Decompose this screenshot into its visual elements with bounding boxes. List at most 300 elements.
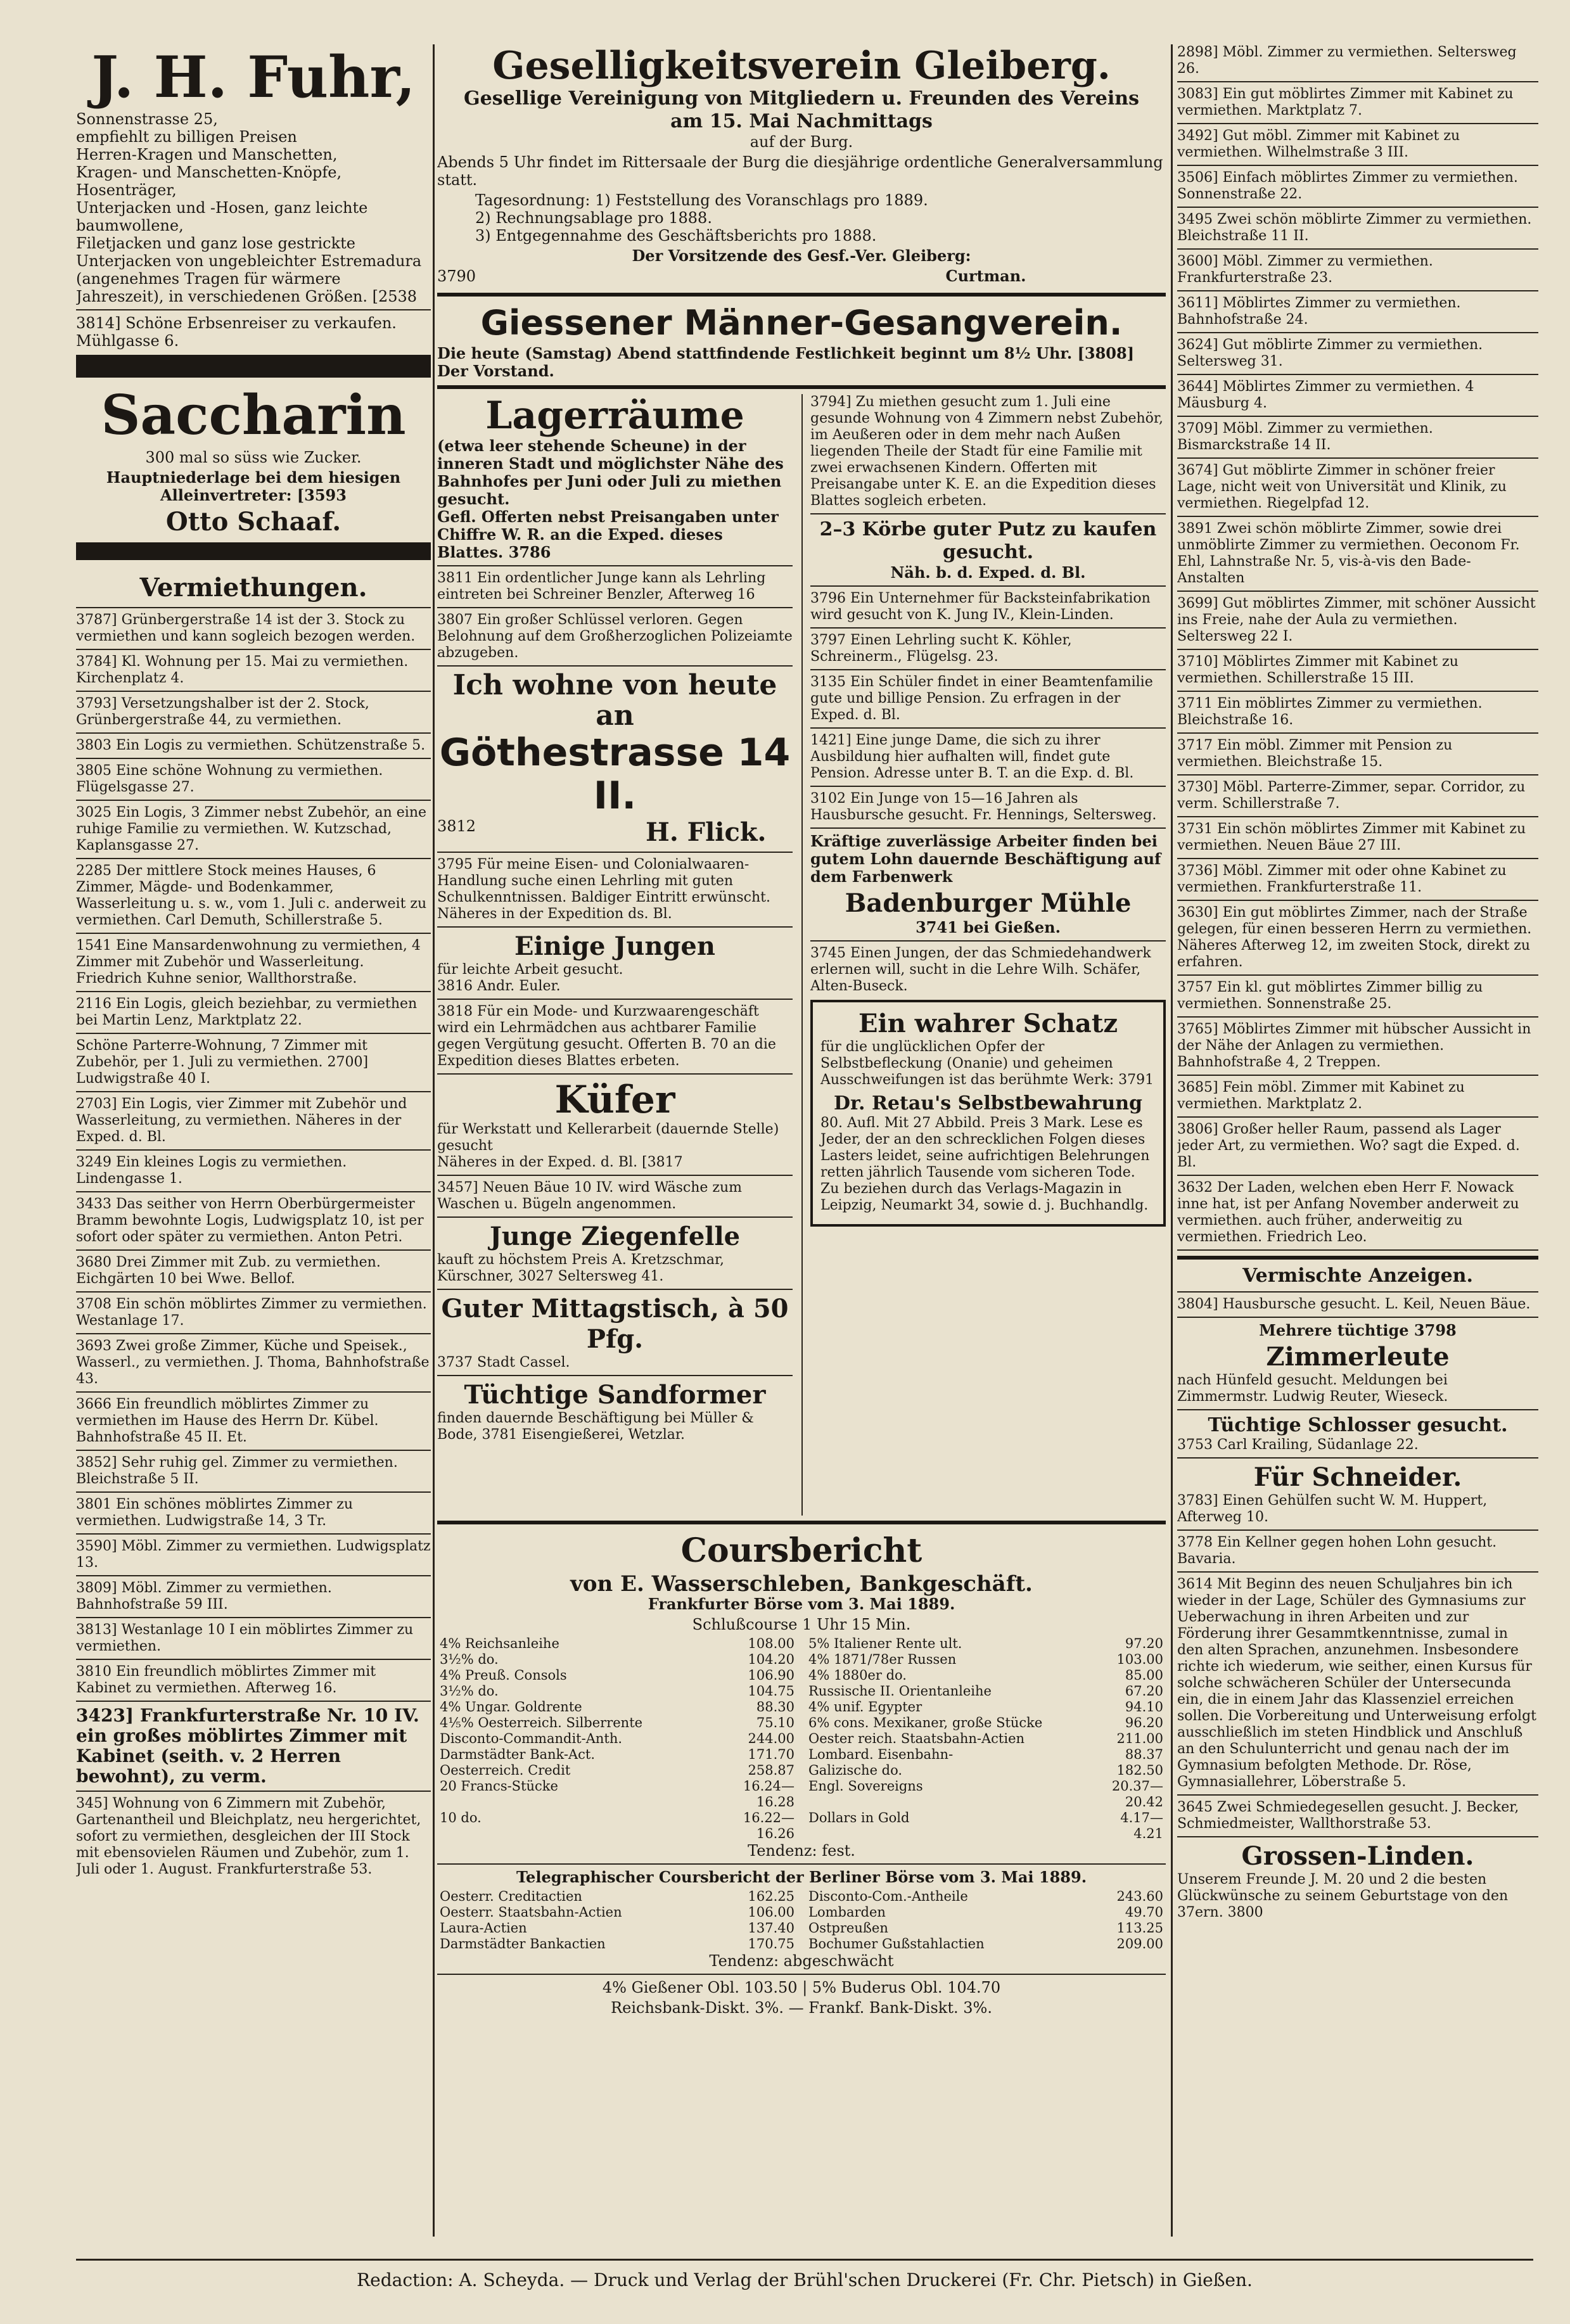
maenner-body: Die heute (Samstag) Abend stattfindende Festlichkeit beginnt um 8½ Uhr. [3808] Der Vorstand. [437,344,1135,380]
jungen-title: Einige Jungen [514,931,715,961]
flick-number: 3812 [437,817,476,835]
classified-ad: 3433 Das seither von Herrn Oberbürgermeister Bramm bewohnte Logis, Ludwigsplatz 10, ist per sofort oder später zu vermiethen. Anton Petri. [76,1196,424,1245]
kurs-price: 85.00 [1125,1668,1163,1683]
divider [76,309,431,310]
kurs-price: 104.75 [748,1683,795,1699]
divider [1177,457,1538,459]
divider [810,727,1166,729]
kurs-title: Coursbericht [680,1531,922,1570]
dame-ad: 1421] Eine junge Dame, die sich zu ihrer Ausbildung hier aufhalten will, findet gute Pension. Adresse unter B. T. an die Exp. d. Bl. [810,732,1134,781]
linden-title: Grossen-Linden. [1241,1841,1474,1871]
vermischte-heading: Vermischte Anzeigen. [1242,1265,1473,1287]
kurs-row [806,1920,1166,1936]
divider [76,933,431,934]
jungen-body: für leichte Arbeit gesucht. 3816 Andr. Euler. [437,962,623,994]
rental-ads-list [76,612,431,1702]
classified-ad: 3600] Möbl. Zimmer zu vermiethen. Frankfurterstraße 23. [1177,253,1433,286]
classified-ad: 3624] Gut möblirte Zimmer zu vermiethen. Seltersweg 31. [1177,337,1483,369]
kurs-row [437,1699,797,1715]
schatz-box [810,1000,1166,1227]
divider [437,1073,793,1075]
ziegen-body: kauft zu höchstem Preis A. Kretzschmar, Kürschner, 3027 Seltersweg 41. [437,1252,725,1284]
divider [437,565,793,566]
divider [1177,374,1538,375]
classified-ad: 3590] Möbl. Zimmer zu vermiethen. Ludwigsplatz 13. [76,1538,431,1571]
divider [437,926,793,928]
classified-ad: 2116 Ein Logis, gleich beziehbar, zu vermiethen bei Martin Lenz, Marktplatz 22. [76,996,418,1028]
kurs-row [437,1731,797,1747]
kurs-security: 4% Preuß. Consols [440,1668,567,1683]
flick-name: H. Flick. [646,817,767,847]
gymnasium-ad: 3614 Mit Beginn des neuen Schuljahres bin ich wieder in der Lage, Schüler des Gymnasiums zur Ueberwachung in ihren Arbeiten und zur Förderung ihrer Gesammtkenntnisse, zumal in den alten Sprachen, anzunehmen. Insbesondere richte ich wiederum, wie seither, einen Kursus für solche schwächeren Schüler der Untersecunda ein, die in einem Jahr das Klassenziel erreichen sollen. Die Vorbereitung und Unterweisung erfolgt ausschließlich im steten Hindblick und Anschluß an den Schulunterricht und genau nach der im Gymnasium befolgten Methode. Dr. Röse, Gymnasiallehrer, Löberstraße 5. [1177,1576,1537,1790]
kurs-price: 171.70 [748,1747,795,1762]
erbsen-ad: 3814] Schöne Erbsenreiser zu verkaufen. Mühlgasse 6. [76,314,397,350]
column-left [76,44,431,2237]
classified-ad: Schöne Parterre-Wohnung, 7 Zimmer mit Zubehör, per 1. Juli zu vermiethen. 2700] Ludwigstraße 40 I. [76,1038,369,1087]
divider [76,1533,431,1535]
divider [1177,1836,1538,1837]
kurs-price: 137.40 [748,1920,795,1936]
wohnung-ad: 345] Wohnung von 6 Zimmern mit Zubehör, Gartenantheil und Bleichplatz, neu hergerichtet, sofort zu vermiethen, desgleichen der III Stock mit ebensovielen Räumen und Zubehör, zum 1. Juli oder 1. August. Frankfurterstraße 53. [76,1796,421,1877]
kuefer-title: Küfer [554,1078,675,1122]
classified-ad: 3801 Ein schönes möblirtes Zimmer zu vermiethen. Ludwigstraße 14, 3 Tr. [76,1497,353,1529]
kurs-footer-1: 4% Gießener Obl. 103.50 | 5% Buderus Obl. 104.70 [602,1979,1001,1996]
kurs-price: 113.25 [1116,1920,1163,1936]
wohnung-gesucht-ad: 3794] Zu miethen gesucht zum 1. Juli eine gesunde Wohnung von 4 Zimmern nebst Zubehör, im Aeußeren oder in dem mehr nach Außen liegenden Theile der Stadt für eine Familie mit zwei erwachsenen Kindern. Offerten mit Preisangabe unter K. E. an die Expedition dieses Blattes sogleich erbeten. [810,394,1163,509]
schlosser-title: Tüchtige Schlosser gesucht. [1208,1414,1508,1436]
saccharin-subtitle: 300 mal so süss wie Zucker. [145,449,362,466]
pension-ad: 3135 Ein Schüler findet in einer Beamtenfamilie gute und billige Pension. Zu erfragen in der Exped. d. Bl. [810,674,1153,723]
divider [76,691,431,692]
flick-pretitle: Ich wohne von heute an [452,669,777,732]
kurs-security: Oester reich. Staatsbahn-Actien [808,1731,1025,1746]
kurs-security: 4% Reichsanleihe [440,1636,559,1651]
column-right [1177,44,1538,2237]
kurs-row [806,1747,1166,1763]
berlin-title: Telegraphischer Coursbericht der Berliner Börse vom 3. Mai 1889. [516,1868,1087,1886]
kurs-price: 182.50 [1116,1763,1163,1778]
lehrling-ad: 3811 Ein ordentlicher Junge kann als Lehrling eintreten bei Schreiner Benzler, Afterweg 16 [437,570,766,603]
middle-right-subcolumn [801,394,1166,1516]
kurs-price: 209.00 [1116,1936,1163,1951]
zimmer-pretitle: Mehrere tüchtige 3798 [1259,1321,1457,1339]
kurs-price: 244.00 [748,1731,795,1746]
divider [810,786,1166,787]
schatz-body: für die unglücklichen Opfer der Selbstbefleckung (Onanie) und geheimen Ausschweifungen ist das berühmte Werk: 3791 [820,1039,1154,1088]
kurs-row [437,1652,797,1668]
schmiede-ad: 3645 Zwei Schmiedegesellen gesucht. J. Becker, Schmiedmeister, Wallthorstraße 53. [1177,1799,1519,1832]
classified-ad: 3680 Drei Zimmer mit Zub. zu vermiethen. Eichgärten 10 bei Wwe. Bellof. [76,1255,381,1287]
sand-title: Tüchtige Sandformer [464,1380,766,1410]
waesche-ad: 3457] Neuen Bäue 10 IV. wird Wäsche zum Waschen u. Bügeln angenommen. [437,1180,743,1212]
classified-ad: 3495 Zwei schön möblirte Zimmer zu vermiethen. Bleichstraße 11 II. [1177,212,1532,244]
classified-ad: 3685] Fein möbl. Zimmer mit Kabinet zu vermiethen. Marktplatz 2. [1177,1080,1465,1112]
kurs-subtitle: von E. Wasserschleben, Bankgeschäft. [570,1571,1033,1597]
frankfurter-ad: 3423] Frankfurterstraße Nr. 10 IV. ein großes möblirtes Zimmer mit Kabinet (seith. v. 2 Herren bewohnt), zu verm. [76,1705,419,1787]
lager-body: (etwa leer stehende Scheune) in der inneren Stadt und möglichster Nähe des Bahnhofes per Juni oder Juli zu miethen gesucht. Gefl. Offerten nebst Preisangaben unter Chiffre W. R. an die Exped. dieses Blattes. 3786 [437,437,784,561]
classified-ad: 3025 Ein Logis, 3 Zimmer nebst Zubehör, an eine ruhige Familie zu vermiethen. W. Kutzschad, Kaplansgasse 27. [76,805,427,853]
classified-ad: 3803 Ein Logis zu vermiethen. Schützenstraße 5. [76,737,426,753]
kurs-row [437,1683,797,1699]
divider [76,1033,431,1034]
classified-ad: 3249 Ein kleines Logis zu vermiethen. Lindengasse 1. [76,1154,347,1187]
classified-ad: 3630] Ein gut möblirtes Zimmer, nach der Straße gelegen, für einen besseren Herrn zu vermiethen. Näheres Afterweg 12, im zweiten Stock, direkt zu erfahren. [1177,905,1532,970]
berlin-table-right [806,1889,1166,1952]
berlin-tendenz: Tendenz: abgeschwächt [709,1952,894,1970]
kurs-price: 162.25 [748,1889,795,1904]
divider [437,1521,1166,1524]
column-rule [1171,44,1173,2237]
kurs-row [437,1747,797,1763]
column-rule [433,44,435,2237]
kurs-price: 170.75 [748,1936,795,1951]
divider [437,1375,793,1376]
gleiberg-name: Curtman. [945,267,1026,285]
schneider-title: Für Schneider. [1253,1462,1462,1492]
divider [810,585,1166,587]
divider [76,1191,431,1192]
divider [437,1289,793,1290]
kurs-footer-2: Reichsbank-Diskt. 3%. — Frankf. Bank-Diskt. 3%. [611,1999,992,2017]
divider [1177,123,1538,124]
classified-ad: 3710] Möblirtes Zimmer mit Kabinet zu vermiethen. Schillerstraße 15 III. [1177,654,1458,686]
divider [437,1216,793,1218]
divider [76,1333,431,1334]
divider [1177,1317,1538,1318]
classified-ad: 3757 Ein kl. gut möblirtes Zimmer billig zu vermiethen. Sonnenstraße 25. [1177,980,1483,1012]
divider [76,1291,431,1293]
mode-ad: 3818 Für ein Mode- und Kurzwaarengeschäft wird ein Lehrmädchen aus achtbarer Familie gegen Vergütung gesucht. Offerten B. 70 an die Expedition dieses Blattes erbeten. [437,1004,776,1069]
kurs-row [437,1763,797,1778]
divider [76,758,431,759]
classified-ad: 3644] Möblirtes Zimmer zu vermiethen. 4 Mäusburg 4. [1177,379,1474,411]
divider [1177,732,1538,734]
linden-body: Unserem Freunde J. M. 20 und 2 die besten Glückwünsche zu seinem Geburtstage von den 37ern. 3800 [1177,1872,1509,1920]
kurs-row [437,1668,797,1683]
divider [1177,1291,1538,1293]
kurs-price: 4.17—4.21 [1120,1810,1163,1841]
divider [1177,1116,1538,1118]
divider [76,649,431,650]
divider [1177,816,1538,817]
saccharin-body: Hauptniederlage bei dem hiesigen Alleinvertreter: [3593 [106,468,401,504]
classified-ad: 3506] Einfach möblirtes Zimmer zu vermiethen. Sonnenstraße 22. [1177,170,1518,202]
kurs-price: 20.37—20.42 [1111,1778,1163,1810]
divider [810,827,1166,829]
divider [1177,858,1538,859]
kurs-price: 97.20 [1125,1636,1163,1651]
classified-ad: 3699] Gut möblirtes Zimmer, mit schöner Aussicht ins Freie, nahe der Aula zu vermiethen. Seltersweg 22 I. [1177,596,1536,644]
divider [1177,1409,1538,1410]
classified-ad: 3708 Ein schön möblirtes Zimmer zu vermiethen. Westanlage 17. [76,1296,427,1329]
black-bar [76,542,431,560]
saccharin-vendor: Otto Schaaf. [165,507,341,537]
classified-ad: 3809] Möbl. Zimmer zu vermiethen. Bahnhofstraße 59 III. [76,1580,332,1612]
kurs-security: Laura-Actien [440,1920,527,1936]
classified-ad: 3813] Westanlage 10 I ein möblirtes Zimmer zu vermiethen. [76,1622,414,1654]
kurs-row [806,1778,1166,1810]
divider [437,1175,793,1176]
divider [76,1659,431,1660]
classified-ad: 3731 Ein schön möblirtes Zimmer mit Kabinet zu vermiethen. Neuen Bäue 27 III. [1177,821,1526,853]
kurs-security: Darmstädter Bank-Act. [440,1747,596,1762]
divider [76,732,431,734]
classified-ad: 3611] Möblirtes Zimmer zu vermiethen. Bahnhofstraße 24. [1177,295,1461,328]
hausbursche-ad: 3804] Hausbursche gesucht. L. Keil, Neuen Bäue. [1177,1296,1531,1312]
kurs-price: 16.22—16.26 [743,1810,795,1841]
divider [76,1249,431,1251]
baden-body: Kräftige zuverlässige Arbeiter finden bei gutem Lohn dauernde Beschäftigung auf dem Farbenwerk [810,832,1161,886]
colonial-ad: 3795 Für meine Eisen- und Colonialwaaren-Handlung suche einen Lehrling mit guten Schulkenntnissen. Baldiger Eintritt erwünscht. Näheres in der Expedition ds. Bl. [437,857,770,922]
koehler-ad: 3797 Einen Lehrling sucht K. Köhler, Schreinerm., Flügelsg. 23. [810,632,1072,665]
divider [1177,207,1538,208]
kurs-table-left [437,1636,797,1842]
kuefer-body: für Werkstatt und Kellerarbeit (dauernde Stelle) gesucht Näheres in der Exped. d. Bl. [3817 [437,1121,779,1170]
kurs-row [437,1778,797,1810]
kurs-security: Dollars in Gold [808,1810,910,1825]
sand-body: finden dauernde Beschäftigung bei Müller & Bode, 3781 Eisengießerei, Wetzlar. [437,1410,754,1443]
gleiberg-body: Abends 5 Uhr findet im Rittersaale der Burg die diesjährige ordentliche Generalversammlung statt. [437,153,1163,189]
classified-ad: 3711 Ein möblirtes Zimmer zu vermiethen. Bleichstraße 16. [1177,696,1483,728]
kurs-row [437,1920,797,1936]
schneider-body: 3783] Einen Gehülfen sucht W. M. Huppert, Afterweg 10. [1177,1493,1488,1525]
divider [1177,1256,1538,1260]
divider [437,293,1166,297]
divider [1177,691,1538,692]
baden-foot: 3741 bei Gießen. [916,918,1061,936]
divider [1177,1457,1538,1459]
lager-title: Lagerräume [485,393,744,438]
divider [437,607,793,608]
kurs-row [806,1889,1166,1905]
kurs-security: Oesterr. Creditactien [440,1889,582,1904]
kurs-price: 96.20 [1125,1715,1163,1730]
classified-ad: 3805 Eine schöne Wohnung zu vermiethen. Flügelsgasse 27. [76,763,383,795]
hausbursche-ad: 3102 Ein Junge von 15—16 Jahren als Hausbursche gesucht. Fr. Hennings, Seltersweg. [810,791,1157,823]
kurs-row [437,1715,797,1731]
maenner-title: Giessener Männer-Gesangverein. [480,303,1123,343]
divider [1177,591,1538,592]
divider [810,513,1166,514]
schluessel-ad: 3807 Ein großer Schlüssel verloren. Gegen Belohnung auf dem Großherzoglichen Polizeiamte abzugeben. [437,612,793,661]
gleiberg-agenda: Tagesordnung: 1) Feststellung des Voranschlags pro 1889. 2) Rechnungsablage pro 1888. 3) Entgegennahme des Geschäftsberichts pro 1888. [475,191,928,245]
schmied-ad: 3745 Einen Jungen, der das Schmiedehandwerk erlernen will, sucht in die Lehre Wilh. Schäfer, Alten-Buseck. [810,945,1151,994]
kurs-row [806,1699,1166,1715]
kurs-price: 67.20 [1125,1683,1163,1699]
classified-ad: 2285 Der mittlere Stock meines Hauses, 6 Zimmer, Mägde- und Bodenkammer, Wasserleitung u. s. w., vom 1. Juli c. anderweit zu vermiethen. Carl Demuth, Schillerstraße 5. [76,863,427,928]
divider [1177,1529,1538,1531]
divider [437,852,793,853]
kurs-row [806,1715,1166,1731]
kurs-price: 258.87 [748,1763,795,1778]
schlosser-body: 3753 Carl Krailing, Südanlage 22. [1177,1437,1419,1453]
divider [437,385,1166,389]
kurs-price: 243.60 [1116,1889,1163,1904]
kurs-row [437,1905,797,1920]
kellner-ad: 3778 Ein Kellner gegen hohen Lohn gesucht. Bavaria. [1177,1535,1497,1567]
divider [1177,516,1538,517]
divider [76,1791,431,1792]
kurs-price: 211.00 [1116,1731,1163,1746]
gleiberg-sign: Der Vorsitzende des Gesf.-Ver. Gleiberg: [632,246,971,265]
divider [1177,1016,1538,1018]
kurs-row [806,1810,1166,1842]
classified-ad: 3083] Ein gut möblirtes Zimmer mit Kabinet zu vermiethen. Marktplatz 7. [1177,86,1514,118]
kurs-price: 104.20 [748,1652,795,1667]
kurs-row [806,1668,1166,1683]
divider [76,1091,431,1092]
koerbe-title: 2–3 Körbe guter Putz zu kaufen gesucht. [819,518,1157,563]
classified-ad: 3891 Zwei schön möblirte Zimmer, sowie drei unmöblirte Zimmer zu vermiethen. Oeconom Fr. Ehl, Lahnstraße Nr. 5, vis-à-vis den Bade-Anstalten [1177,521,1520,586]
kurs-security: 4% 1871/78er Russen [808,1652,957,1667]
classified-ad: 3810 Ein freundlich möblirtes Zimmer mit Kabinet zu vermiethen. Afterweg 16. [76,1664,376,1696]
classified-ad: 1541 Eine Mansardenwohnung zu vermiethen, 4 Zimmer mit Zubehör und Wasserleitung. Friedrich Kuhne senior, Wallthorstraße. [76,938,421,986]
classified-ad: 2898] Möbl. Zimmer zu vermiethen. Seltersweg 26. [1177,44,1517,77]
divider [1177,416,1538,417]
kurs-price: 49.70 [1125,1905,1163,1920]
kurs-security: Bochumer Gußstahlactien [808,1936,985,1951]
kurs-security: Galizische do. [808,1763,903,1778]
classified-ad: 3492] Gut möbl. Zimmer mit Kabinet zu vermiethen. Wilhelmstraße 3 III. [1177,128,1460,160]
kurs-security: Disconto-Com.-Antheile [808,1889,968,1904]
kurs-row [437,1936,797,1952]
classified-ad: 3674] Gut möblirte Zimmer in schöner freier Lage, nicht weit von Universität und Klinik, zu vermiethen. Riegelpfad 12. [1177,463,1507,511]
gleiberg-title: Geselligkeitsverein Gleiberg. [492,44,1111,88]
classified-ad: 3784] Kl. Wohnung per 15. Mai zu vermiethen. Kirchenplatz 4. [76,654,409,686]
divider [437,999,793,1000]
kurs-time: Schlußcourse 1 Uhr 15 Min. [692,1616,911,1633]
kurs-security: Engl. Sovereigns [808,1778,923,1794]
kurs-date: Frankfurter Börse vom 3. Mai 1889. [648,1595,955,1613]
divider [1177,332,1538,333]
koerbe-body: Näh. b. d. Exped. d. Bl. [890,563,1086,582]
divider [1177,165,1538,166]
zimmerleute-body: nach Hünfeld gesucht. Meldungen bei Zimmermstr. Ludwig Reuter, Wieseck. [1177,1372,1448,1405]
imprint-footer: Redaction: A. Scheyda. — Druck und Verlag der Brühl'schen Druckerei (Fr. Chr. Pietsch) in Gießen. [76,2259,1533,2290]
kurs-row [437,1810,797,1842]
classified-ad: 3730] Möbl. Parterre-Zimmer, separ. Corridor, zu verm. Schillerstraße 7. [1177,779,1526,812]
classified-ad: 3765] Möblirtes Zimmer mit hübscher Aussicht in der Nähe der Anlagen zu vermiethen. Bahnhofstraße 4, 2 Treppen. [1177,1021,1531,1070]
kurs-security: Lombarden [808,1905,886,1920]
schatz-book: Dr. Retau's Selbstbewahrung [833,1092,1143,1114]
classified-ad: 3693 Zwei große Zimmer, Küche und Speisek., Wasserl., zu vermiethen. J. Thoma, Bahnhofstraße 43. [76,1338,430,1387]
kurs-price: 16.24—16.28 [743,1778,795,1810]
fuhr-title: J. H. Fuhr, [91,44,416,111]
kurs-row [806,1683,1166,1699]
divider [437,665,793,667]
classified-ad: 3793] Versetzungshalber ist der 2. Stock, Grünbergerstraße 44, zu vermiethen. [76,696,369,728]
classified-ad: 3666 Ein freundlich möblirtes Zimmer zu vermiethen im Hause des Herrn Dr. Kübel. Bahnhofstraße 45 II. Et. [76,1396,379,1445]
flick-title: Göthestrasse 14 II. [439,731,791,818]
divider [76,1149,431,1151]
divider [76,1450,431,1451]
divider [1177,248,1538,250]
divider [76,1391,431,1393]
divider [1177,1794,1538,1796]
kurs-security: 4% 1880er do. [808,1668,907,1683]
classified-ad: 3709] Möbl. Zimmer zu vermiethen. Bismarckstraße 14 II. [1177,421,1433,453]
divider [76,991,431,992]
divider [1177,1075,1538,1076]
schatz-text: 80. Aufl. Mit 27 Abbild. Preis 3 Mark. Lese es Jeder, der an den schrecklichen Folgen dieses Lasters leidet, seine aufrichtigen Belehrungen retten jährlich Tausende vom sicheren Tode. Zu beziehen durch das Verlags-Magazin in Leipzig, Neumarkt 34, sowie d. j. Buchhandlg. [820,1115,1150,1213]
kurs-price: 106.00 [748,1905,795,1920]
vermiethungen-heading: Vermiethungen. [139,573,367,603]
kurs-security: Russische II. Orientanleihe [808,1683,992,1699]
kurs-security: Darmstädter Bankactien [440,1936,606,1951]
kurs-price: 94.10 [1125,1699,1163,1714]
gleiberg-place: auf der Burg. [750,133,853,151]
kurs-row [437,1889,797,1905]
divider [76,1617,431,1618]
black-bar [76,355,431,378]
kurs-price: 88.30 [756,1699,795,1714]
berlin-table-left [437,1889,797,1952]
kurs-security: 20 Francs-Stücke [440,1778,558,1794]
kurs-row [806,1652,1166,1668]
classified-ad: 3787] Grünbergerstraße 14 ist der 3. Stock zu vermiethen und kann sogleich bezogen werden. [76,612,416,644]
divider [810,940,1166,942]
kurs-security: Lombard. Eisenbahn- [808,1747,954,1762]
kurs-price: 106.90 [748,1668,795,1683]
kurs-security: Ostpreußen [808,1920,888,1936]
classified-ad: 3806] Großer heller Raum, passend als Lager jeder Art, zu vermiethen. Wo? sagt die Exped. d. Bl. [1177,1121,1520,1170]
zimmerleute-title: Zimmerleute [1266,1342,1450,1372]
kurs-price: 75.10 [756,1715,795,1730]
divider [810,669,1166,670]
kurs-row [806,1731,1166,1747]
column-middle [437,44,1166,2230]
kurs-security: 5% Italiener Rente ult. [808,1636,962,1651]
divider [76,858,431,859]
divider [810,627,1166,629]
gleiberg-number: 3790 [437,267,476,285]
classified-ad: 3736] Möbl. Zimmer mit oder ohne Kabinet zu vermiethen. Frankfurterstraße 11. [1177,863,1507,895]
kurs-security: 3½% do. [440,1683,499,1699]
kurs-row [806,1936,1166,1952]
middle-left-subcolumn [437,394,793,1516]
rooms-ads-list [1177,44,1538,1251]
divider [1177,1571,1538,1573]
divider [1177,1175,1538,1176]
fuhr-ad: Sonnenstrasse 25, empfiehlt zu billigen Preisen Herren-Kragen und Manschetten, Kragen- und Manschetten-Knöpfe, Hosenträger, Unterjacken und -Hosen, ganz leichte baumwollene, Filetjacken und ganz lose gestrickte Unterjacken von ungebleichter Estremadura (angenehmes Tragen für wärmere Jahreszeit), in verschiedenen Größen. [2538 [76,110,422,305]
classified-ad: 3717 Ein möbl. Zimmer mit Pension zu vermiethen. Bleichstraße 15. [1177,737,1453,770]
divider [76,1491,431,1493]
divider [437,1863,1166,1865]
divider [1177,1249,1538,1251]
divider [1177,290,1538,291]
backstein-ad: 3796 Ein Unternehmer für Backsteinfabrikation wird gesucht von K. Jung IV., Klein-Linden. [810,591,1151,623]
gleiberg-subtitle: Gesellige Vereinigung von Mitgliedern u. Freunden des Vereins [464,87,1139,110]
divider [1177,974,1538,976]
divider [437,1974,1166,1975]
kurs-security: 4⅕% Oesterreich. Silberrente [440,1715,643,1730]
kurs-row [806,1763,1166,1778]
kurs-tendenz: Tendenz: fest. [748,1842,855,1860]
divider [76,800,431,801]
divider [1177,900,1538,901]
gleiberg-date: am 15. Mai Nachmittags [670,110,933,132]
kurs-security: 10 do. [440,1810,482,1825]
kurs-security: Disconto-Commandit-Anth. [440,1731,623,1746]
kurs-price: 103.00 [1116,1652,1163,1667]
kurs-security: 3½% do. [440,1652,499,1667]
kurs-table-right [806,1636,1166,1842]
divider [76,607,431,608]
schatz-title: Ein wahrer Schatz [858,1009,1118,1038]
kurs-security: Oesterreich. Credit [440,1763,571,1778]
ziegen-title: Junge Ziegenfelle [489,1222,741,1251]
kurs-price: 108.00 [748,1636,795,1651]
